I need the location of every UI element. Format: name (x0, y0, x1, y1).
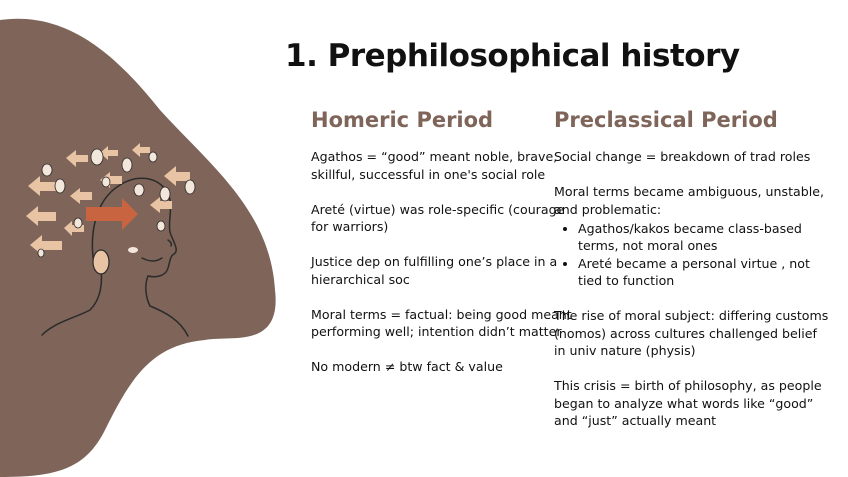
slide-title: 1. Prephilosophical history (285, 38, 740, 74)
homeric-paragraph: Justice dep on fulfilling one’s place in a hierarchical soc (311, 254, 558, 287)
homeric-paragraph: No modern ≠ btw fact & value (311, 359, 503, 374)
cheek-mark (128, 247, 138, 253)
ear-icon (93, 250, 109, 274)
preclassical-paragraph: Social change = breakdown of trad roles (554, 149, 811, 164)
decorative-blob (0, 0, 300, 477)
homeric-column (311, 108, 573, 393)
bullet-item: • Agathos/kakos became class-based terms, not moral ones (578, 220, 829, 255)
bullet-item: • Areté became a personal virtue , not tied to function (578, 255, 829, 290)
homeric-paragraph: Areté (virtue) was role-specific (courage for warriors) (311, 201, 565, 234)
preclassical-bullet-list (554, 220, 829, 290)
preclassical-column (554, 108, 829, 447)
preclassical-paragraph: This crisis = birth of philosophy, as people began to analyze what words like “good” and “just” actually meant (554, 378, 822, 428)
homeric-paragraph: Agathos = “good” meant noble, brave, skillful, successful in one's social role (311, 149, 558, 182)
preclassical-heading: Preclassical Period (554, 108, 778, 132)
homeric-paragraph: Moral terms = factual: being good meant performing well; intention didn’t matter (311, 306, 572, 339)
preclassical-paragraph: The rise of moral subject: differing customs (nomos) across cultures challenged belief in univ nature (physis) (554, 308, 829, 358)
preclassical-paragraph: Moral terms became ambiguous, unstable, and problematic: (554, 184, 824, 217)
homeric-heading: Homeric Period (311, 108, 494, 132)
